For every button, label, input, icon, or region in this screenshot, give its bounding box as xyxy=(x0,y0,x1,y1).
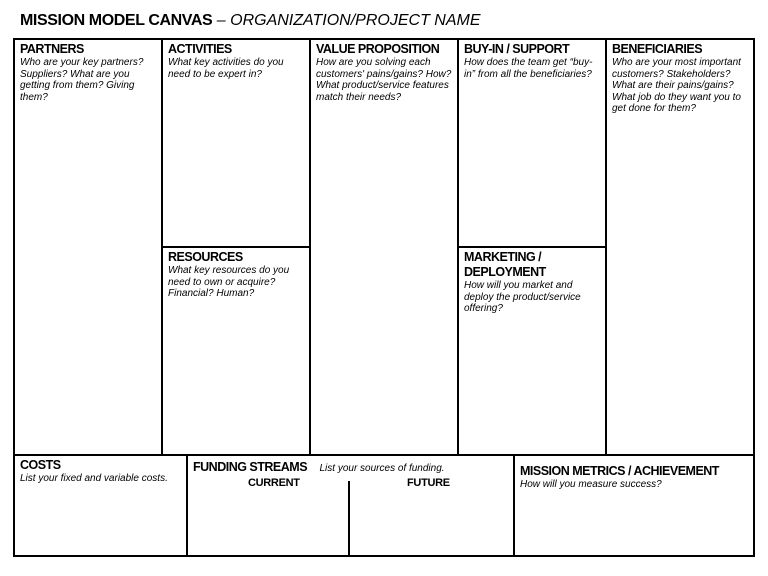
partners-title: PARTNERS xyxy=(20,42,84,56)
page-title xyxy=(20,12,481,30)
beneficiaries-title: BENEFICIARIES xyxy=(612,42,703,56)
funding-streams-header xyxy=(193,458,508,476)
beneficiaries-box[interactable] xyxy=(605,38,755,456)
title-separator: – xyxy=(212,12,231,29)
marketing-deployment-box[interactable] xyxy=(457,246,607,456)
project-name: ORGANIZATION/PROJECT NAME xyxy=(230,12,481,29)
buy-in-support-box[interactable] xyxy=(457,38,607,248)
costs-title: COSTS xyxy=(20,458,61,472)
value-proposition-title: VALUE PROPOSITION xyxy=(316,42,440,56)
value-proposition-description: How are you solving each customers' pains/gains? How? What product/service features match their needs? xyxy=(316,57,452,103)
mission-model-canvas xyxy=(13,38,755,557)
buy-in-support-description: How does the team get “buy-in” from all the beneficiaries? xyxy=(464,57,593,80)
value-proposition-box[interactable] xyxy=(309,38,459,456)
partners-description: Who are your key partners? Suppliers? What are you getting from them? Giving them? xyxy=(20,57,144,103)
beneficiaries-description: Who are your most important customers? Stakeholders? What are their pains/gains? What job do they want you to get done for them? xyxy=(612,57,741,114)
resources-description: What key resources do you need to own or acquire? Financial? Human? xyxy=(168,265,290,299)
mission-metrics-title: MISSION METRICS / ACHIEVEMENT xyxy=(520,464,719,478)
partners-box[interactable] xyxy=(13,38,163,456)
mission-metrics-description: How will you measure success? xyxy=(520,479,662,490)
marketing-deployment-title: MARKETING / DEPLOYMENT xyxy=(464,250,546,279)
resources-title: RESOURCES xyxy=(168,250,243,264)
mission-metrics-box[interactable] xyxy=(513,454,755,557)
funding-streams-description: List your sources of funding. xyxy=(319,463,445,474)
funding-current-label: CURRENT xyxy=(248,477,300,489)
funding-column-divider xyxy=(348,481,350,557)
costs-description: List your fixed and variable costs. xyxy=(20,473,168,484)
canvas-title: MISSION MODEL CANVAS xyxy=(20,12,213,29)
buy-in-support-title: BUY-IN / SUPPORT xyxy=(464,42,570,56)
activities-box[interactable] xyxy=(161,38,311,248)
funding-streams-title: FUNDING STREAMS xyxy=(193,460,308,474)
activities-title: ACTIVITIES xyxy=(168,42,232,56)
activities-description: What key activities do you need to be expert in? xyxy=(168,57,284,80)
funding-streams-box[interactable] xyxy=(186,454,515,557)
funding-future-label: FUTURE xyxy=(407,477,450,489)
marketing-deployment-description: How will you market and deploy the product/service offering? xyxy=(464,280,581,314)
resources-box[interactable] xyxy=(161,246,311,456)
costs-box[interactable] xyxy=(13,454,188,557)
